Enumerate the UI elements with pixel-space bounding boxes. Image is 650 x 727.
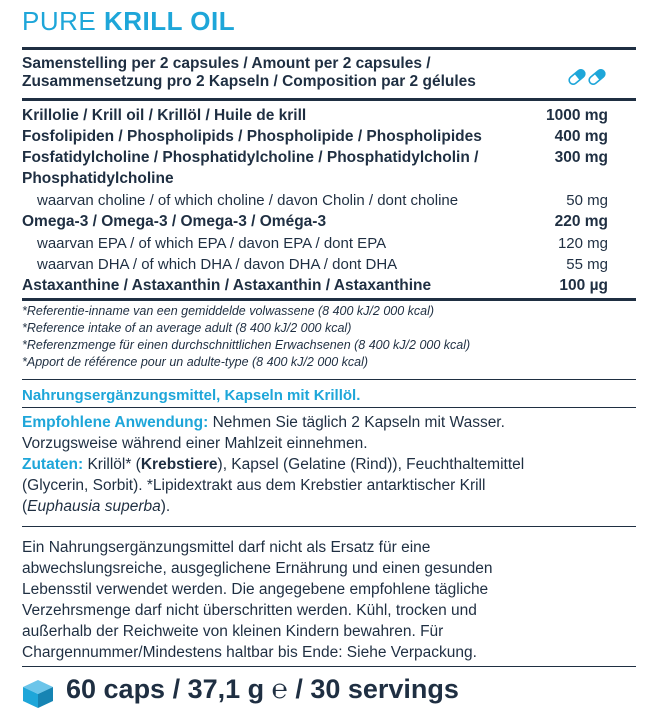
nutrient-value: 1000 mg	[545, 107, 608, 124]
table-divider	[22, 298, 636, 301]
reference-note: *Apport de référence pour un adulte-type (8 400 kJ/2 000 kcal)	[22, 355, 369, 369]
servings: / 30 servings	[287, 674, 459, 704]
nutrient-value: 55 mg	[566, 256, 608, 273]
warning-line: Verzehrsmenge darf nicht überschritten werden. Kühl, trocken und	[22, 602, 477, 619]
package-footer	[22, 674, 622, 710]
nutrient-label: Fosfolipiden / Phospholipids / Phospholipide / Phospholipides	[22, 128, 482, 145]
package-info	[66, 674, 459, 705]
reference-note: *Referentie-inname van een gemiddelde volwassene (8 400 kJ/2 000 kcal)	[22, 304, 435, 318]
estimated-sign-icon: ℮	[271, 674, 288, 704]
nutrient-value: 400 mg	[554, 128, 608, 145]
nutrient-row-omega-3	[22, 213, 608, 231]
usage-and-ingredients	[22, 412, 630, 517]
ingredients-line-3	[22, 496, 630, 517]
nutrient-value: 100 µg	[559, 277, 608, 294]
nutrient-value: 120 mg	[557, 235, 608, 252]
ingredients-text: Krillöl* (	[83, 456, 141, 473]
nutrient-row-astaxanthin	[22, 277, 608, 295]
nutrient-label-continued: Phosphatidylcholine	[22, 170, 174, 187]
nutrient-row-choline	[37, 192, 608, 210]
nutrient-row-krill-oil	[22, 107, 608, 125]
warning-line: Ein Nahrungsergänzungsmittel darf nicht als Ersatz für eine	[22, 539, 431, 556]
nutrient-row-phosphatidylcholine	[22, 149, 608, 167]
nutrient-label: Fosfatidylcholine / Phosphatidylcholine / Phosphatidylcholin /	[22, 149, 479, 166]
nutrient-row-dha	[37, 256, 608, 274]
paren-open: (	[22, 498, 28, 515]
usage-text: Nehmen Sie täglich 2 Kapseln mit Wasser.	[208, 414, 505, 431]
nutrient-row-epa	[37, 235, 608, 253]
warning-line: abwechslungsreiche, ausgeglichene Ernährung und einen gesunden	[22, 560, 493, 577]
reference-intake-notes	[22, 303, 470, 371]
capsules-icon	[566, 66, 608, 88]
nutrient-label: Omega-3 / Omega-3 / Omega-3 / Oméga-3	[22, 213, 327, 230]
ingredients-label: Zutaten:	[22, 456, 84, 473]
header-line-2: Zusammensetzung pro 2 Kapseln / Composition par 2 gélules	[22, 73, 476, 90]
nutrient-value: 300 mg	[554, 149, 608, 166]
box-icon	[22, 679, 54, 709]
nutrient-label: waarvan EPA / of which EPA / davon EPA / dont EPA	[37, 235, 387, 252]
nutrient-label: Astaxanthine / Astaxanthin / Astaxanthin / Astaxanthine	[22, 277, 432, 294]
nutrient-row-phosphatidylcholine-cont	[22, 170, 608, 188]
reference-note: *Reference intake of an average adult (8 400 kJ/2 000 kcal)	[22, 321, 352, 335]
nutrient-value: 50 mg	[566, 192, 608, 209]
nutrient-label: Krillolie / Krill oil / Krillöl / Huile de krill	[22, 107, 307, 124]
product-type: Nahrungsergänzungsmittel, Kapseln mit Krillöl.	[22, 387, 361, 404]
ingredients-divider	[22, 526, 636, 527]
composition-header	[22, 55, 476, 91]
warning-divider	[22, 666, 636, 667]
title-pure: PURE	[22, 6, 104, 36]
warning-line: außerhalb der Reichweite von kleinen Kindern bewahren. Für	[22, 623, 444, 640]
product-type-divider	[22, 407, 636, 408]
paren-close: ).	[160, 498, 171, 515]
warning-line: Chargennummer/Mindestens haltbar bis Ende: Siehe Verpackung.	[22, 644, 477, 661]
ingredients-line-2: (Glycerin, Sorbit). *Lipidextrakt aus dem Krebstier antarktischer Krill	[22, 477, 486, 494]
nutrient-label: waarvan DHA / of which DHA / davon DHA / dont DHA	[37, 256, 398, 273]
ingredients-text: ), Kapsel (Gelatine (Rind)), Feuchthaltemittel	[217, 456, 525, 473]
warning-line: Lebensstil verwendet werden. Die angegebene empfohlene tägliche	[22, 581, 489, 598]
ingredients-line-1	[22, 454, 630, 475]
top-divider	[22, 47, 636, 50]
refs-divider	[22, 379, 636, 380]
usage-label: Empfohlene Anwendung:	[22, 414, 209, 431]
nutrient-label: waarvan choline / of which choline / davon Cholin / dont choline	[37, 192, 459, 209]
species-name: Euphausia superba	[27, 498, 161, 515]
nutrient-row-phospholipids	[22, 128, 608, 146]
nutrient-value: 220 mg	[554, 213, 608, 230]
allergen: Krebstiere	[140, 456, 218, 473]
warning-text	[22, 537, 630, 663]
usage-line-2: Vorzugsweise während einer Mahlzeit einnehmen.	[22, 435, 368, 452]
product-title	[22, 6, 235, 37]
header-line-1: Samenstelling per 2 capsules / Amount per 2 capsules /	[22, 55, 431, 72]
header-divider	[22, 98, 636, 101]
title-krill-oil: KRILL OIL	[103, 6, 236, 36]
usage-line-1	[22, 412, 630, 433]
reference-note: *Referenzmenge für einen durchschnittlichen Erwachsenen (8 400 kJ/2 000 kcal)	[22, 338, 471, 352]
package-quantity: 60 caps / 37,1 g	[66, 674, 272, 704]
